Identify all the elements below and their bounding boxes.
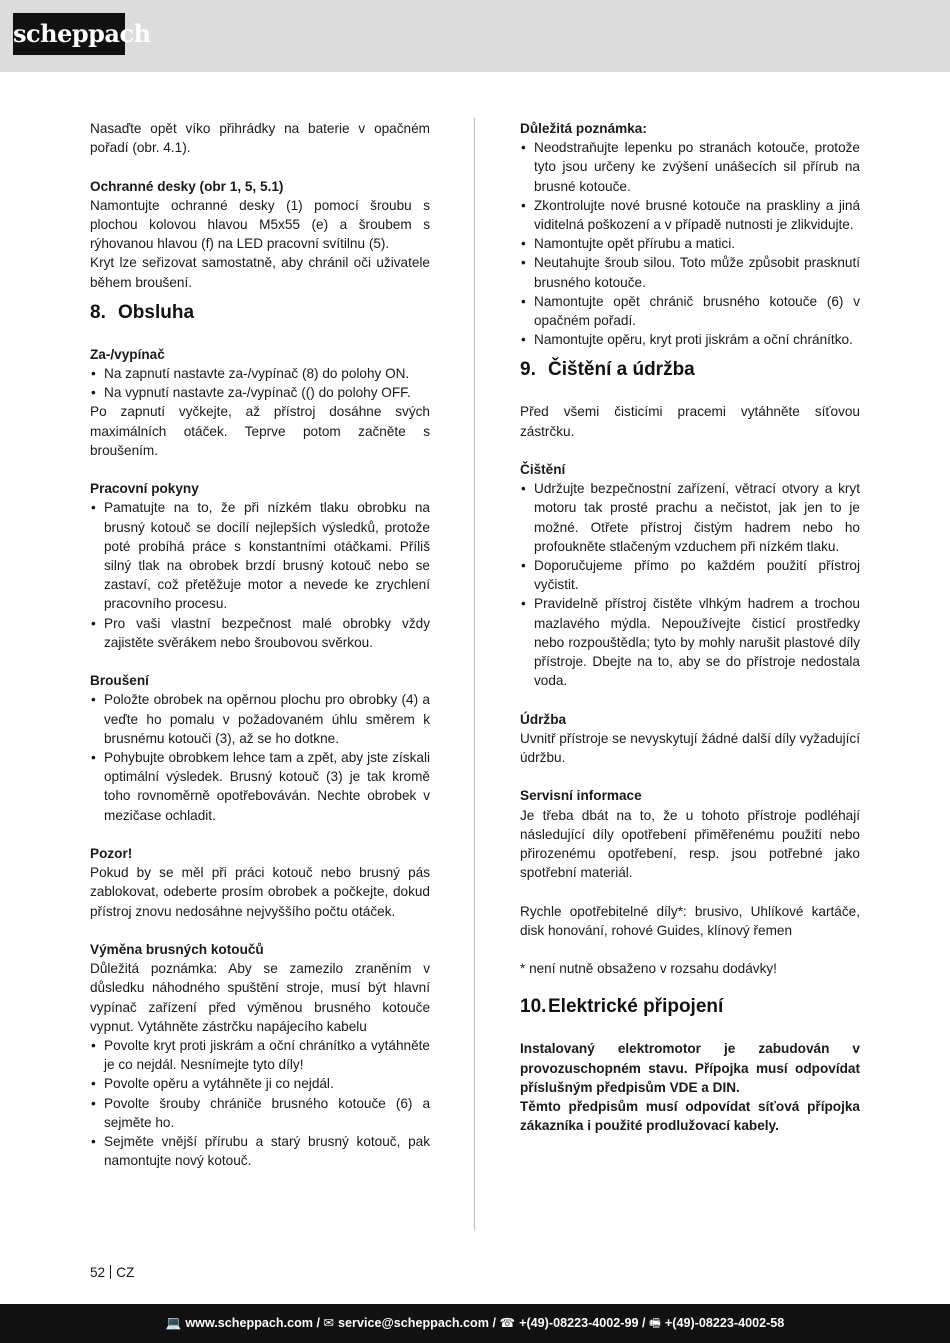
battery-cover-text: Nasaďte opět víko přihrádky na baterie v opačném pořadí (obr. 4.1). [90, 121, 430, 156]
service-heading: Servisní informace [520, 788, 642, 804]
footer-bar [0, 1304, 950, 1343]
list-item: • Sejměte vnější přírubu a starý brusný kotouč, pak namontujte nový kotouč. [90, 1132, 430, 1170]
list-item: • Neodstraňujte lepenku po stranách kotouče, protože tyto jsou určeny ke zvýšení unášecích sil přírub na brusné kotouče. [520, 138, 860, 196]
grinding-list [90, 690, 430, 824]
service-text: Je třeba dbát na to, že u tohoto přístroje podléhají následující díly opotřebení přiměřenému použití nebo přirozenému opotřebení, resp. jsou potřebné jako spotřební materiál. [520, 807, 860, 881]
list-item: • Na zapnutí nastavte za-/vypínač (8) do polohy ON. [90, 364, 430, 383]
section-10-heading [520, 996, 860, 1018]
section-9-intro: Před všemi čisticími pracemi vytáhněte síťovou zástrčku. [520, 404, 860, 439]
cleaning-list [520, 479, 860, 690]
footer-email[interactable]: service@scheppach.com [338, 1316, 489, 1330]
footer-separator: / [492, 1316, 496, 1330]
footer-separator: / [642, 1316, 646, 1330]
replacement-list [90, 1036, 430, 1170]
list-item: • Namontujte opěru, kryt proti jiskrám a oční chránítko. [520, 330, 860, 349]
electrical-text-2: Těmto předpisům musí odpovídat síťová přípojka zákazníka i použité prodlužovací kabely. [520, 1099, 860, 1134]
section-number: 9. [520, 359, 536, 381]
list-item: • Pohybujte obrobkem lehce tam a zpět, aby jste získali optimální výsledek. Brusný kotouč (3) je tak kromě toho rovnoměrně opotřebováván. Nechte obrobek v mezičase ochladit. [90, 748, 430, 825]
computer-icon: 💻 [165, 1316, 182, 1330]
footer-website[interactable]: www.scheppach.com [185, 1316, 313, 1330]
maintenance-heading: Údržba [520, 711, 567, 727]
electrical-text: Instalovaný elektromotor je zabudován v provozuschopném stavu. Přípojka musí odpovídat příslušným předpisům VDE a DIN. [520, 1041, 860, 1095]
list-item: • Na vypnutí nastavte za-/vypínač (() do polohy OFF. [90, 383, 430, 402]
work-notes-list [90, 498, 430, 652]
brand-logo: scheppach [13, 13, 125, 55]
grinding-heading: Broušení [90, 673, 149, 689]
column-divider [474, 118, 475, 1230]
phone-icon: ☎ [499, 1316, 516, 1330]
list-item: • Pamatujte na to, že při nízkém tlaku obrobku na brusný kotouč se docílí nejlepších výsledků, protože poté probíhá práce s konstantními otáčkami. Příliš silný tlak na obrobek brzdí brusný kotouč nebo se zastaví, což přetěžuje motor a nevede ke zrychlení pracovního procesu. [90, 498, 430, 613]
footer-separator: / [316, 1316, 320, 1330]
replacement-text: Důležitá poznámka: Aby se zamezilo zraněním v důsledku náhodného spuštění stroje, musí být hlavní vypínač zařízení před výměnou brusného kotouče vypnut. Vytáhněte zástrčku napájecího kabelu [90, 961, 430, 1034]
list-item: • Neutahujte šroub silou. Toto může způsobit prasknutí brusného kotouče. [520, 253, 860, 291]
list-item: • Zkontrolujte nové brusné kotouče na praskliny a jiná viditelná poškození a v případě nutnosti je zlikvidujte. [520, 196, 860, 234]
caution-text: Pokud by se měl při práci kotouč nebo brusný pás zablokovat, odeberte prosím obrobek a počkejte, dokud přístroj znovu nedosáhne nejvyššího počtu otáček. [90, 865, 430, 919]
work-notes-heading: Pracovní pokyny [90, 481, 199, 497]
delivery-note: * není nutně obsaženo v rozsahu dodávky! [520, 961, 777, 977]
section-title: Obsluha [118, 301, 195, 323]
language-code: CZ [116, 1265, 135, 1280]
page-number-separator [110, 1265, 111, 1279]
footer-phone: +(49)-08223-4002-99 [519, 1316, 639, 1330]
switch-heading: Za-/vypínač [90, 346, 165, 362]
list-item: • Položte obrobek na opěrnou plochu pro obrobky (4) a veďte ho pomalu v požadovaném úhlu směrem k brusnému kotouči (3), až se ho dotkne. [90, 690, 430, 748]
page-number [90, 1265, 134, 1280]
fax-icon: 🖷 [649, 1316, 661, 1330]
maintenance-text: Uvnitř přístroje se nevyskytují žádné další díly vyžadující údržbu. [520, 730, 860, 766]
switch-text: Po zapnutí vyčkejte, až přístroj dosáhne svých maximálních otáček. Teprve potom začněte s broušením. [90, 404, 430, 458]
switch-list [90, 364, 430, 402]
list-item: • Povolte opěru a vytáhněte ji co nejdál. [90, 1074, 430, 1093]
footer-fax: +(49)-08223-4002-58 [664, 1316, 785, 1330]
important-note-heading: Důležitá poznámka: [520, 121, 647, 136]
replacement-heading: Výměna brusných kotoučů [90, 942, 264, 958]
list-item: • Udržujte bezpečnostní zařízení, větrací otvory a kryt motoru tak prosté prachu a nečistot, jak jen to je možné. Otřete přístroj čistým hadrem nebo ho profoukněte stlačeným vzduchem při nízkém tlaku. [520, 479, 860, 556]
page-number-value: 52 [90, 1265, 106, 1280]
list-item: • Pro vaši vlastní bezpečnost malé obrobky vždy zajistěte svěrákem nebo šroubovou svěrkou. [90, 614, 430, 652]
section-title: Čištění a údržba [548, 359, 695, 381]
protective-plates-text: Namontujte ochranné desky (1) pomocí šroubu s plochou kolovou hlavou M5x55 (e) a šroubem s rýhovanou hlavou (f) na LED pracovní svítilnu (5). [90, 197, 430, 252]
list-item: • Namontujte opět chránič brusného kotouče (6) v opačném pořadí. [520, 292, 860, 330]
section-8-heading [90, 302, 430, 324]
protective-plates-note: Kryt lze seřizovat samostatně, aby chránil oči uživatele během broušení. [90, 255, 430, 290]
section-title: Elektrické připojení [548, 996, 724, 1018]
section-number: 10. [520, 996, 547, 1018]
list-item: • Doporučujeme přímo po každém použití přístroj vyčistit. [520, 556, 860, 594]
caution-heading: Pozor! [90, 846, 133, 862]
left-column [90, 119, 430, 1170]
section-number: 8. [90, 301, 106, 323]
protective-plates-heading: Ochranné desky (obr 1, 5, 5.1) [90, 178, 284, 194]
header-bar [0, 0, 950, 72]
wear-parts-text: Rychle opotřebitelné díly*: brusivo, Uhlíkové kartáče, disk honování, rohové Guides, klínový řemen [520, 903, 860, 938]
right-column [520, 119, 860, 1135]
email-icon: ✉ [323, 1316, 335, 1330]
list-item: • Namontujte opět přírubu a matici. [520, 234, 860, 253]
list-item: • Povolte kryt proti jiskrám a oční chránítko a vytáhněte je co nejdál. Nesnímejte tyto díly! [90, 1036, 430, 1074]
list-item: • Povolte šrouby chrániče brusného kotouče (6) a sejměte ho. [90, 1094, 430, 1132]
list-item: • Pravidelně přístroj čistěte vlhkým hadrem a trochou mazlavého mýdla. Nepoužívejte čisticí prostředky nebo rozpouštědla; tyto by mohly narušit plastové díly přístroje. Dbejte na to, aby se do přístroje nedostala voda. [520, 594, 860, 690]
section-9-heading [520, 359, 860, 381]
cleaning-heading: Čištění [520, 462, 566, 478]
important-note-list [520, 138, 860, 349]
